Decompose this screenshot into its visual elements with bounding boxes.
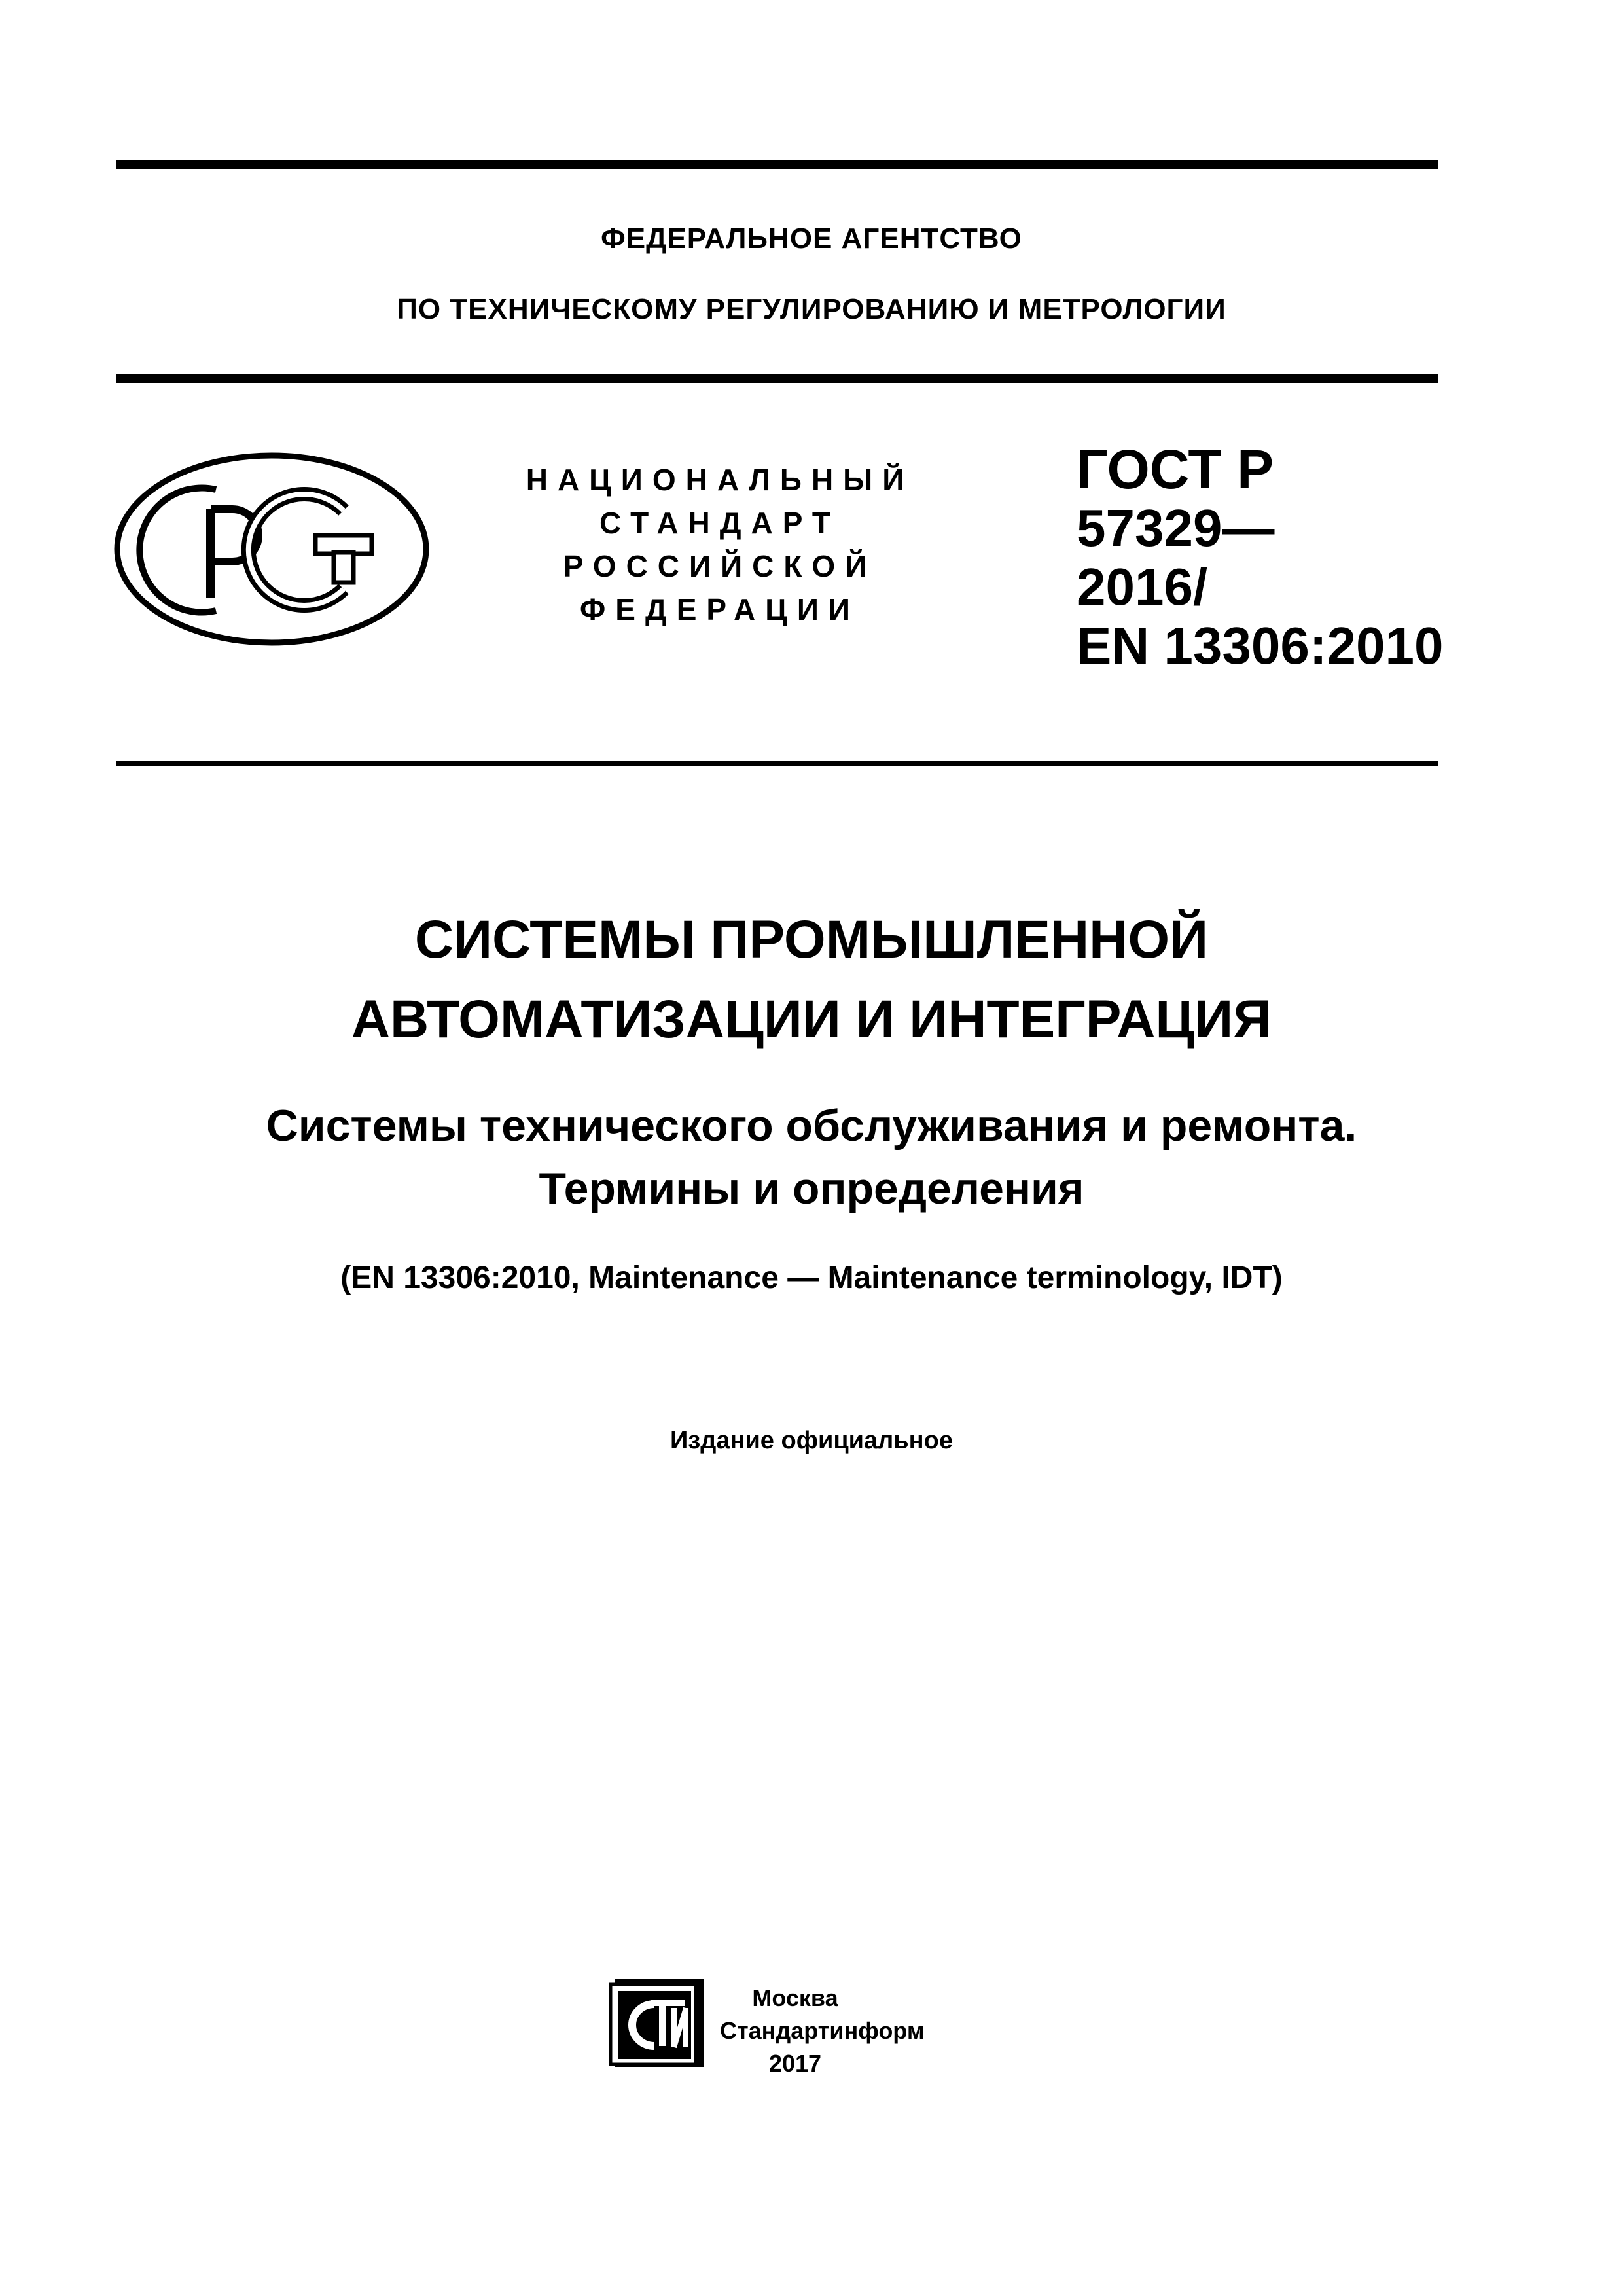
- header-divider: [116, 374, 1438, 383]
- publisher-block: [720, 1982, 925, 2080]
- title-divider: [116, 761, 1438, 766]
- national-standard-line: СТАНДАРТ: [599, 506, 840, 540]
- national-standard-label: [497, 458, 942, 631]
- designation-line: 57329—: [1077, 499, 1275, 557]
- document-subtitle: [0, 1094, 1623, 1220]
- subtitle-line-2: Термины и определения: [539, 1164, 1084, 1213]
- standartinform-logo-icon: [609, 1977, 707, 2070]
- top-divider: [116, 160, 1438, 169]
- publisher-name: Стандартинформ: [720, 2017, 925, 2044]
- designation-line: ГОСТ Р: [1077, 439, 1274, 500]
- designation-line: 2016/: [1077, 558, 1208, 616]
- standard-designation: [1077, 440, 1443, 675]
- publisher-city: Москва: [752, 1984, 838, 2011]
- agency-line-1: ФЕДЕРАЛЬНОЕ АГЕНТСТВО: [601, 223, 1022, 255]
- publisher-year: 2017: [768, 2050, 822, 2077]
- national-standard-line: НАЦИОНАЛЬНЫЙ: [526, 463, 914, 497]
- subtitle-line-1: Системы технического обслуживания и ремонта.: [266, 1101, 1357, 1151]
- national-standard-line: РОССИЙСКОЙ: [563, 549, 877, 583]
- designation-line: EN 13306:2010: [1077, 617, 1444, 675]
- edition-label: Издание официальное: [670, 1427, 953, 1454]
- international-reference: (EN 13306:2010, Maintenance — Maintenance terminology, IDT): [340, 1261, 1283, 1295]
- rst-conformity-mark-icon: [111, 450, 432, 648]
- agency-line-2: ПО ТЕХНИЧЕСКОМУ РЕГУЛИРОВАНИЮ И МЕТРОЛОГИИ: [397, 293, 1226, 325]
- title-line-2: АВТОМАТИЗАЦИИ И ИНТЕГРАЦИЯ: [351, 990, 1272, 1049]
- title-line-1: СИСТЕМЫ ПРОМЫШЛЕННОЙ: [414, 910, 1209, 969]
- document-title: [0, 900, 1623, 1060]
- national-standard-line: ФЕДЕРАЦИИ: [580, 592, 860, 626]
